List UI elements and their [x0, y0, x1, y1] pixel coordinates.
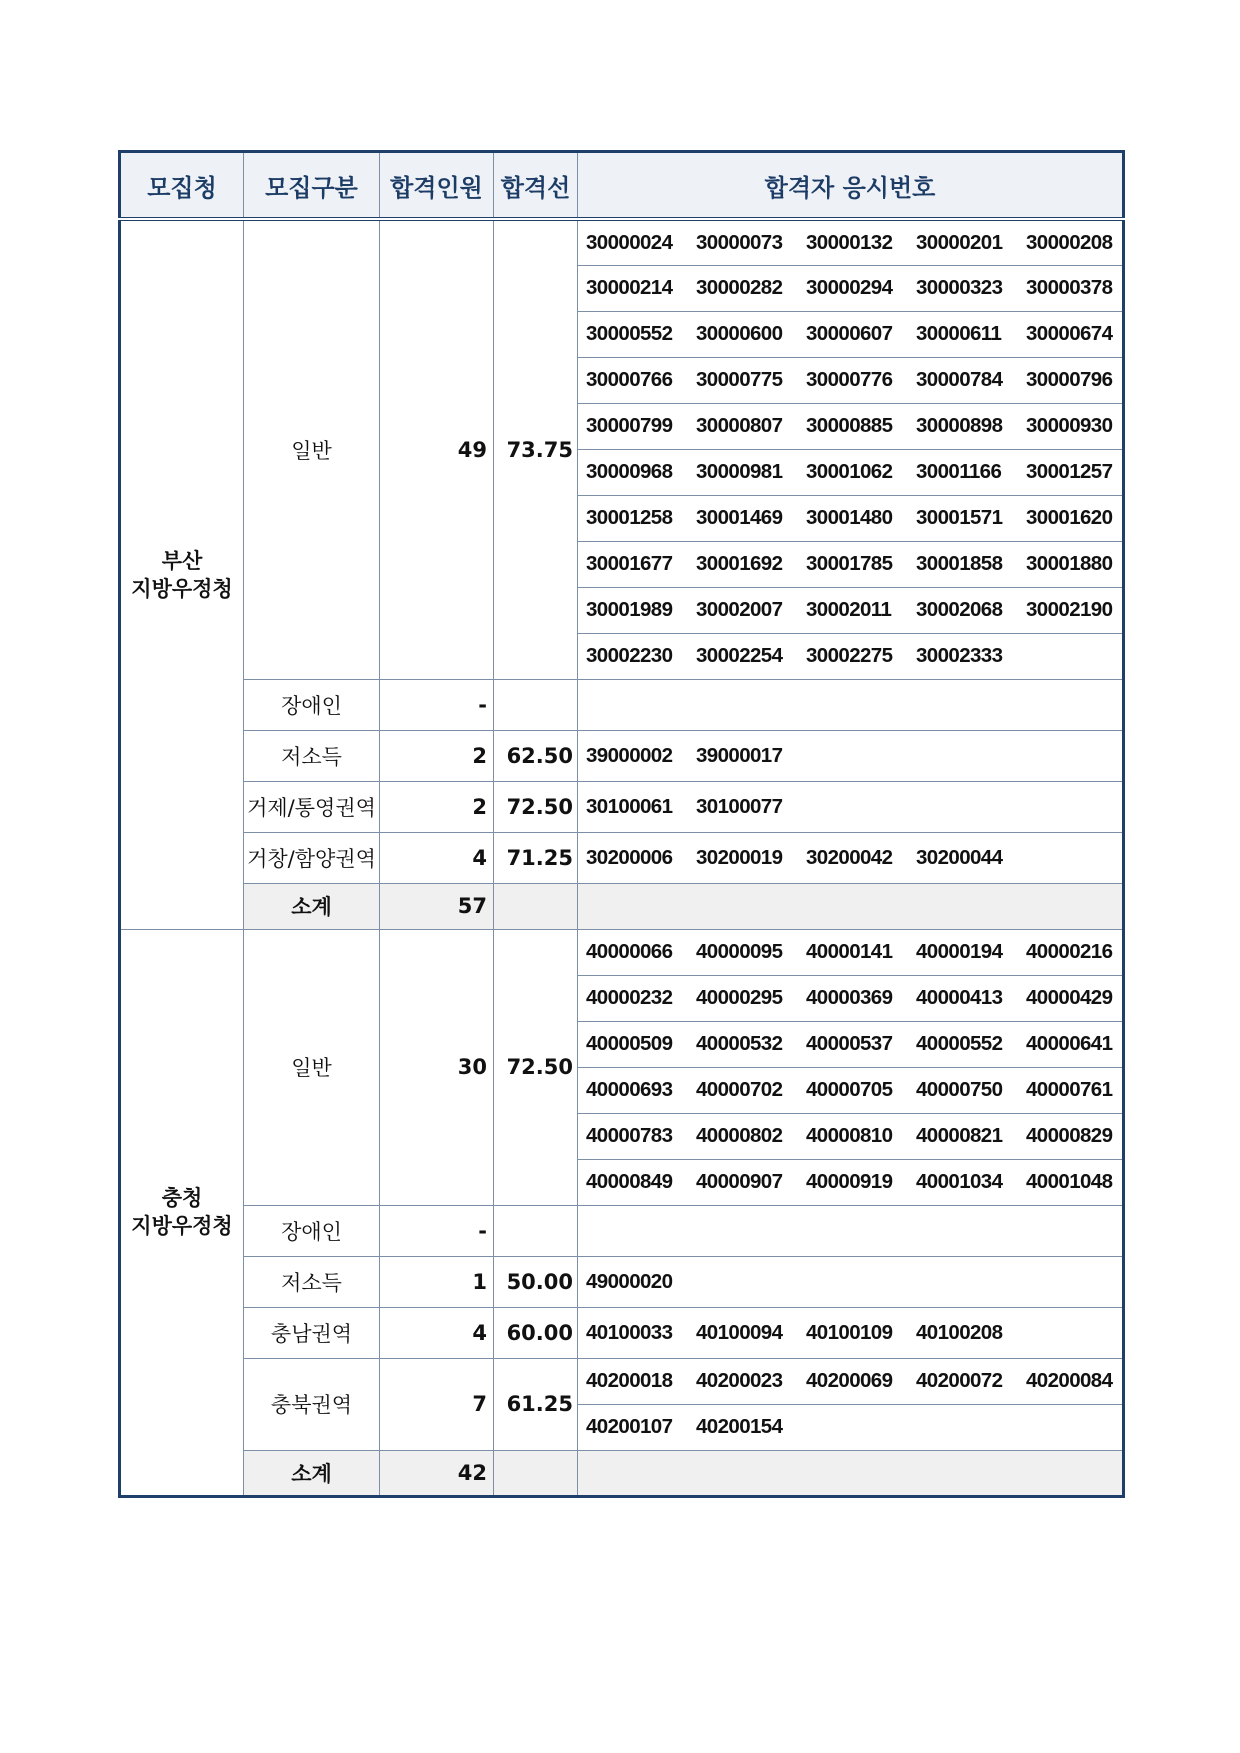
table-row — [120, 1358, 1124, 1404]
header-row — [120, 152, 1124, 220]
candidate-id: 30000807 — [696, 414, 783, 437]
candidate-id: 40100033 — [586, 1320, 673, 1344]
candidate-id: 49000020 — [586, 1269, 673, 1293]
candidate-id: 40200018 — [586, 1369, 673, 1392]
candidate-id: 30000674 — [1026, 322, 1113, 345]
candidate-id: 30000784 — [916, 368, 1003, 391]
candidate-ids-cell — [578, 311, 1124, 357]
office-name-line: 지방우정청 — [131, 1214, 233, 1238]
candidate-id: 30001677 — [586, 552, 673, 575]
candidate-id: 30000796 — [1026, 368, 1113, 391]
candidate-id: 40000907 — [696, 1170, 783, 1193]
candidate-id: 39000017 — [696, 743, 783, 767]
candidate-id: 40000641 — [1026, 1032, 1113, 1055]
candidate-id: 40000413 — [916, 986, 1003, 1009]
candidate-id: 40000783 — [586, 1124, 673, 1147]
candidate-ids-cell — [578, 929, 1124, 975]
candidate-id: 30002068 — [916, 598, 1003, 621]
office-name-line: 지방우정청 — [131, 576, 233, 601]
cutoff-cell: 62.50 — [494, 730, 578, 781]
table-row — [120, 781, 1124, 832]
candidate-ids-cell — [578, 541, 1124, 587]
header-ids: 합격자 응시번호 — [578, 152, 1124, 220]
count-cell: - — [380, 1205, 494, 1256]
candidate-id: 40000509 — [586, 1032, 673, 1055]
cutoff-cell — [494, 679, 578, 730]
candidate-id: 40000095 — [696, 940, 783, 963]
category-cell: 충북권역 — [244, 1358, 380, 1450]
candidate-id: 40000141 — [806, 940, 893, 963]
candidate-id: 30000201 — [916, 230, 1003, 254]
candidate-id: 30200006 — [586, 845, 673, 869]
candidate-ids-cell — [578, 449, 1124, 495]
candidate-id: 30000294 — [806, 276, 893, 299]
count-cell: 30 — [380, 929, 494, 1205]
candidate-id: 30200042 — [806, 845, 893, 869]
count-cell: - — [380, 679, 494, 730]
candidate-id: 30002230 — [586, 644, 673, 667]
header-count: 합격인원 — [380, 152, 494, 220]
candidate-ids-cell — [578, 975, 1124, 1021]
candidate-id: 30002007 — [696, 598, 783, 621]
candidate-id: 40200154 — [696, 1415, 783, 1438]
candidate-id: 40000750 — [916, 1078, 1003, 1101]
candidate-id: 30000766 — [586, 368, 673, 391]
candidate-ids-cell — [578, 1067, 1124, 1113]
count-cell: 2 — [380, 781, 494, 832]
candidate-id: 40000537 — [806, 1032, 893, 1055]
subtotal-label: 소계 — [244, 1450, 380, 1496]
category-cell: 저소득 — [244, 1256, 380, 1307]
candidate-ids-cell — [578, 587, 1124, 633]
candidate-ids-cell — [578, 679, 1124, 730]
candidate-id: 30001480 — [806, 506, 893, 529]
office-cell — [120, 929, 244, 1496]
candidate-id: 30000323 — [916, 276, 1003, 299]
candidate-id: 40000693 — [586, 1078, 673, 1101]
candidate-ids-cell — [578, 495, 1124, 541]
candidate-id: 30000968 — [586, 460, 673, 483]
candidate-id: 40000705 — [806, 1078, 893, 1101]
candidate-id: 30000607 — [806, 322, 893, 345]
candidate-id: 40000702 — [696, 1078, 783, 1101]
subtotal-cutoff-empty — [494, 883, 578, 929]
cutoff-cell: 73.75 — [494, 219, 578, 679]
subtotal-cutoff-empty — [494, 1450, 578, 1496]
candidate-id: 30100061 — [586, 794, 673, 818]
candidate-id: 40001034 — [916, 1170, 1003, 1193]
results-table — [118, 150, 1125, 1498]
table-row — [120, 929, 1124, 975]
candidate-id: 40200107 — [586, 1415, 673, 1438]
candidate-ids-cell — [578, 1205, 1124, 1256]
subtotal-count: 57 — [380, 883, 494, 929]
candidate-id: 30001989 — [586, 598, 673, 621]
cutoff-cell: 72.50 — [494, 929, 578, 1205]
candidate-ids-cell — [578, 730, 1124, 781]
count-cell: 1 — [380, 1256, 494, 1307]
office-cell — [120, 219, 244, 929]
candidate-id: 40100208 — [916, 1320, 1003, 1344]
candidate-ids-cell — [578, 781, 1124, 832]
candidate-id: 40000369 — [806, 986, 893, 1009]
candidate-id: 30000885 — [806, 414, 893, 437]
candidate-ids-cell — [578, 1307, 1124, 1358]
candidate-id: 30000600 — [696, 322, 783, 345]
category-cell: 일반 — [244, 219, 380, 679]
candidate-id: 30002254 — [696, 644, 783, 667]
header-cutoff: 합격선 — [494, 152, 578, 220]
candidate-id: 30000981 — [696, 460, 783, 483]
category-cell: 충남권역 — [244, 1307, 380, 1358]
count-cell: 49 — [380, 219, 494, 679]
subtotal-label: 소계 — [244, 883, 380, 929]
candidate-id: 40200084 — [1026, 1369, 1113, 1392]
subtotal-row — [120, 1450, 1124, 1496]
candidate-id: 40200023 — [696, 1369, 783, 1392]
candidate-id: 30000282 — [696, 276, 783, 299]
table-row — [120, 219, 1124, 265]
office-name-line: 충청 — [161, 1186, 203, 1210]
candidate-id: 30000208 — [1026, 230, 1113, 254]
candidate-id: 30000611 — [916, 322, 1002, 345]
category-cell: 장애인 — [244, 679, 380, 730]
table-row — [120, 1205, 1124, 1256]
candidate-ids-cell — [578, 1256, 1124, 1307]
candidate-id: 30000775 — [696, 368, 783, 391]
candidate-id: 40000810 — [806, 1124, 893, 1147]
candidate-ids-cell — [578, 1358, 1124, 1404]
candidate-id: 40000232 — [586, 986, 673, 1009]
candidate-id: 40100094 — [696, 1320, 783, 1344]
header-office: 모집청 — [120, 152, 244, 220]
candidate-id: 30100077 — [696, 794, 783, 818]
candidate-id: 40000194 — [916, 940, 1003, 963]
candidate-id: 40000429 — [1026, 986, 1113, 1009]
candidate-id: 30001571 — [916, 506, 1003, 529]
candidate-ids-cell — [578, 219, 1124, 265]
candidate-ids-cell — [578, 1113, 1124, 1159]
cutoff-cell — [494, 1205, 578, 1256]
candidate-id: 30000799 — [586, 414, 673, 437]
count-cell: 4 — [380, 832, 494, 883]
category-cell: 일반 — [244, 929, 380, 1205]
office-name-line: 부산 — [161, 548, 203, 573]
candidate-ids-cell — [578, 1021, 1124, 1067]
candidate-id: 40200069 — [806, 1369, 893, 1392]
candidate-id: 30000378 — [1026, 276, 1113, 299]
candidate-id: 40000829 — [1026, 1124, 1113, 1147]
count-cell: 2 — [380, 730, 494, 781]
cutoff-cell: 61.25 — [494, 1358, 578, 1450]
candidate-id: 30001062 — [806, 460, 893, 483]
cutoff-cell: 72.50 — [494, 781, 578, 832]
candidate-id: 30001620 — [1026, 506, 1113, 529]
table-row — [120, 832, 1124, 883]
candidate-ids-cell — [578, 832, 1124, 883]
candidate-id: 30000073 — [696, 230, 783, 254]
category-cell: 거제/통영권역 — [244, 781, 380, 832]
candidate-id: 30001858 — [916, 552, 1003, 575]
candidate-ids-cell — [578, 265, 1124, 311]
cutoff-cell: 60.00 — [494, 1307, 578, 1358]
candidate-id: 30001258 — [586, 506, 673, 529]
subtotal-ids-empty — [578, 1450, 1124, 1496]
candidate-id: 40000919 — [806, 1170, 893, 1193]
candidate-id: 30000214 — [586, 276, 673, 299]
candidate-id: 40000821 — [916, 1124, 1003, 1147]
candidate-id: 30000776 — [806, 368, 893, 391]
candidate-id: 30000552 — [586, 322, 673, 345]
table-row — [120, 1256, 1124, 1307]
candidate-id: 30002190 — [1026, 598, 1113, 621]
candidate-id: 30002275 — [806, 644, 893, 667]
candidate-id: 40000295 — [696, 986, 783, 1009]
category-cell: 저소득 — [244, 730, 380, 781]
count-cell: 7 — [380, 1358, 494, 1450]
cutoff-cell: 71.25 — [494, 832, 578, 883]
candidate-id: 30002333 — [916, 644, 1003, 667]
header-category: 모집구분 — [244, 152, 380, 220]
table-row — [120, 679, 1124, 730]
candidate-id: 39000002 — [586, 743, 673, 767]
candidate-id: 40000761 — [1026, 1078, 1113, 1101]
subtotal-row — [120, 883, 1124, 929]
candidate-id: 40000802 — [696, 1124, 783, 1147]
subtotal-count: 42 — [380, 1450, 494, 1496]
candidate-id: 40001048 — [1026, 1170, 1113, 1193]
candidate-id: 30000024 — [586, 230, 673, 254]
candidate-id: 40000066 — [586, 940, 673, 963]
candidate-ids-cell — [578, 1159, 1124, 1205]
category-cell: 장애인 — [244, 1205, 380, 1256]
subtotal-ids-empty — [578, 883, 1124, 929]
count-cell: 4 — [380, 1307, 494, 1358]
cutoff-cell: 50.00 — [494, 1256, 578, 1307]
candidate-id: 30001166 — [916, 460, 1002, 483]
candidate-id: 30001692 — [696, 552, 783, 575]
candidate-id: 30000898 — [916, 414, 1003, 437]
results-body — [120, 219, 1124, 1496]
candidate-id: 30200019 — [696, 845, 783, 869]
candidate-id: 40100109 — [806, 1320, 893, 1344]
candidate-ids-cell — [578, 1404, 1124, 1450]
table-row — [120, 1307, 1124, 1358]
candidate-id: 30000930 — [1026, 414, 1113, 437]
candidate-id: 30001469 — [696, 506, 783, 529]
category-cell: 거창/함양권역 — [244, 832, 380, 883]
candidate-id: 40200072 — [916, 1369, 1003, 1392]
candidate-ids-cell — [578, 633, 1124, 679]
candidate-id: 30001257 — [1026, 460, 1113, 483]
candidate-id: 40000216 — [1026, 940, 1113, 963]
candidate-id: 40000532 — [696, 1032, 783, 1055]
candidate-id: 40000552 — [916, 1032, 1003, 1055]
table-row — [120, 730, 1124, 781]
candidate-id: 30000132 — [806, 230, 893, 254]
candidate-id: 30002011 — [806, 598, 892, 621]
candidate-id: 30001785 — [806, 552, 893, 575]
candidate-ids-cell — [578, 403, 1124, 449]
candidate-id: 40000849 — [586, 1170, 673, 1193]
candidate-id: 30001880 — [1026, 552, 1113, 575]
candidate-ids-cell — [578, 357, 1124, 403]
candidate-id: 30200044 — [916, 845, 1003, 869]
